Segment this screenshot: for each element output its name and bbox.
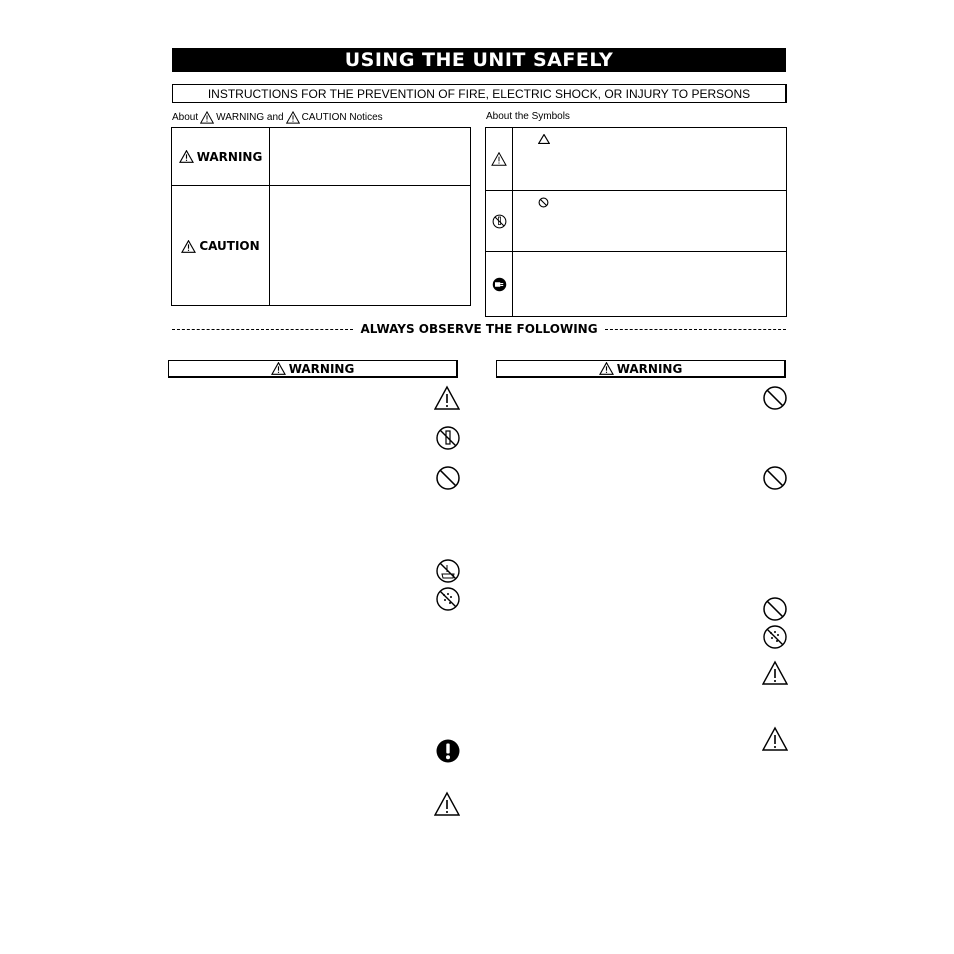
always-observe-divider [172,322,786,336]
divider-text: ALWAYS OBSERVE THE FOLLOWING [360,322,598,336]
notices-heading [172,111,383,124]
warning-triangle-icon [762,660,788,686]
warning-triangle-icon [286,111,300,124]
page-title: USING THE UNIT SAFELY [172,48,786,72]
divider-line-right [605,329,786,330]
warning-triangle-icon [599,362,614,375]
right-warning-text: WARNING [616,361,683,376]
prohibition-icon [435,465,461,491]
left-warning-header [168,360,458,378]
symbols-heading: About the Symbols [486,111,570,122]
notice-label-caution [172,186,270,306]
prohibition-icon [762,465,788,491]
notices-heading-mid: WARNING and [216,112,284,123]
notice-label-warning [172,128,270,185]
symbol-row-unplug [486,252,786,316]
warning-triangle-icon [271,362,286,375]
symbols-table [485,127,787,317]
do-not-disassemble-icon [492,214,507,229]
notices-heading-prefix: About [172,112,199,123]
warning-triangle-icon [762,726,788,752]
notices-heading-suffix: CAUTION Notices [301,112,383,123]
prohibition-icon [762,385,788,411]
notices-table [171,127,471,306]
warning-triangle-icon [434,385,460,411]
small-prohibition-icon [538,197,549,208]
left-warning-text: WARNING [288,361,355,376]
prohibition-icon [762,596,788,622]
warning-triangle-icon [181,240,196,253]
instructions-subtitle: INSTRUCTIONS FOR THE PREVENTION OF FIRE, ELECTRIC SHOCK, OR INJURY TO PERSONS [172,84,787,103]
caution-label-text: CAUTION [199,239,260,253]
unplug-icon [492,277,507,292]
notice-row-caution [172,186,470,306]
symbol-icon-cell [486,252,513,316]
symbol-icon-cell [486,128,513,190]
warning-triangle-icon [179,150,194,163]
mandatory-icon [435,738,461,764]
symbol-row-triangle [486,128,786,191]
symbol-icon-cell [486,191,513,251]
no-spray-icon [762,624,788,650]
warning-label-text: WARNING [196,149,263,164]
warning-triangle-icon [434,791,460,817]
no-water-icon [435,558,461,584]
warning-triangle-icon [200,111,214,124]
symbol-row-prohibition [486,191,786,252]
divider-line-left [172,329,353,330]
small-triangle-icon [538,134,550,144]
right-warning-header [496,360,786,378]
warning-triangle-icon [491,152,507,166]
do-not-disassemble-icon [435,425,461,451]
no-spray-icon [435,586,461,612]
notice-row-warning [172,128,470,186]
